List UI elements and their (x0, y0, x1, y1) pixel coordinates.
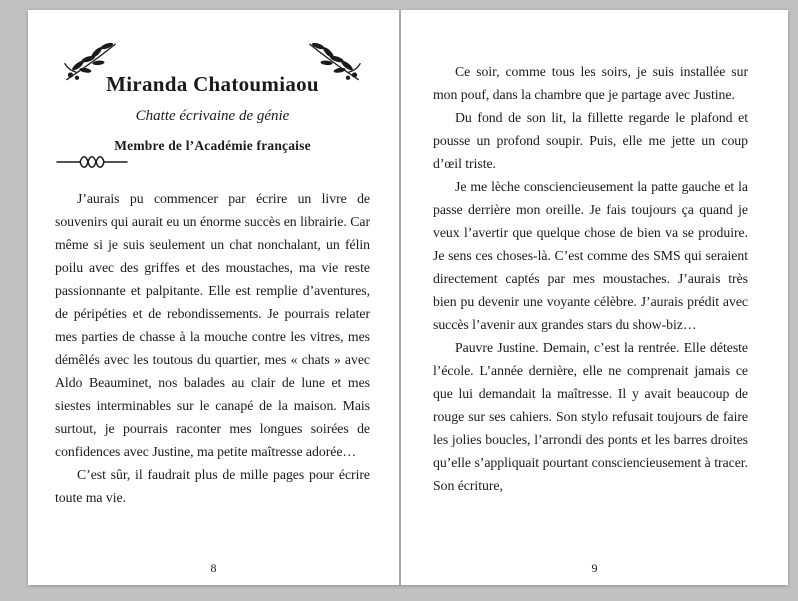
paragraph: Du fond de son lit, la fillette regarde le plafond et pousse un profond soupir. Puis, elle me jette un coup d’œil triste. (433, 110, 748, 171)
right-page-body (433, 60, 748, 497)
book-title: Miranda Chatoumiaou (106, 72, 319, 96)
book-subtitle: Chatte écrivaine de génie (135, 108, 290, 124)
left-page-body (55, 187, 370, 509)
page-number-right: 9 (591, 561, 598, 575)
page-right (401, 10, 788, 585)
page-number-left: 8 (210, 561, 217, 575)
page-left (28, 10, 399, 585)
olive-branch-right-icon (306, 36, 362, 84)
paragraph: Pauvre Justine. Demain, c’est la rentrée. Elle déteste l’école. L’année dernière, elle ne comprenait jamais ce que lui demandait la maîtresse. Il y avait beaucoup de rouge sur ses cahiers. Son stylo refusait toujours de faire les jolies boucles, l’arrondi des ponts et les barres droites qu’elle s’appliquait pourtant consciencieusement à tracer. Son écriture, (433, 340, 748, 493)
chapter-header (55, 10, 370, 170)
paragraph: Je me lèche consciencieusement la patte gauche et la passe derrière mon oreille. Je fais toujours ça quand je veux l’avertir que quelque chose de bien va se produire. Je sens ces choses-là. C’est comme des SMS qui seraient directement captés par mes moustaches. J’aurais très bien pu devenir une voyante célèbre. J’aurais prédit avec succès l’avenir aux grandes stars du show-biz… (433, 179, 748, 332)
section-divider-icon (55, 154, 370, 170)
paragraph: C’est sûr, il faudrait plus de mille pages pour écrire toute ma vie. (55, 467, 370, 505)
paragraph: J’aurais pu commencer par écrire un livre de souvenirs qui aurait eu un énorme succès en librairie. Car même si je suis seulement un chat nonchalant, un félin poilu avec des griffes et des moustaches, ma vie reste passionnante et palpitante. Elle est remplie d’aventures, de péripéties et de rebondissements. Je pourrais relater mes parties de chasse à la mouche contre les vitres, mes démêlés avec les toutous du quartier, mes « chats » avec Aldo Beauminet, nos balades au clair de lune et mes siestes interminables sur le canapé de la maison. Mais surtout, je pourrais raconter mes longues soirées de confidences avec Justine, ma petite maîtresse adorée… (55, 191, 370, 459)
olive-branch-left-icon (63, 36, 119, 84)
paragraph: Ce soir, comme tous les soirs, je suis installée sur mon pouf, dans la chambre que je partage avec Justine. (433, 64, 748, 102)
author-affiliation: Membre de l’Académie française (114, 138, 311, 153)
book-spread (28, 10, 788, 585)
